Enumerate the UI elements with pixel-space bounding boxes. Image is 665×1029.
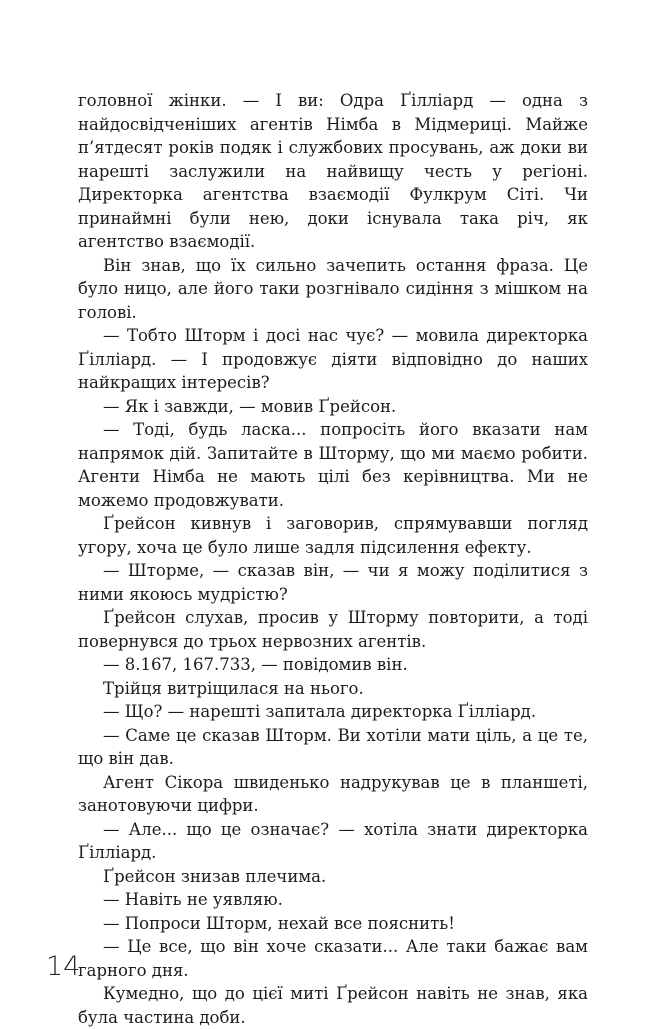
paragraph: — Саме це сказав Шторм. Ви хотіли мати ціль, а це те, що він дав.	[78, 725, 588, 768]
paragraph: Агент Сікора швиденько надрукував це в планшеті, занотовуючи цифри.	[78, 772, 588, 815]
paragraph: — Як і завжди, — мовив Ґрейсон.	[103, 396, 397, 416]
paragraph: головної жінки. — І ви: Одра Ґілліард — одна з найдосвідченіших агентів Німба в Мідмериці. Майже п’ятдесят років подяк і службових просувань, аж доки ви нарешті заслужили на найвищу честь у регіоні. Директорка агентства взаємодії Фулкрум Сіті. Чи принаймні були нею, доки існувала така річ, як агентство взаємодії.	[78, 91, 588, 251]
paragraph: — Шторме, — сказав він, — чи я можу поділитися з ними якоюсь мудрістю?	[78, 561, 588, 604]
paragraph: — 8.167, 167.733, — повідомив він.	[103, 655, 408, 674]
paragraph: Кумедно, що до цієї миті Ґрейсон навіть не знав, яка була частина доби.	[78, 984, 588, 1027]
body-text	[78, 89, 588, 1029]
paragraph: Ґрейсон кивнув і заговорив, спрямувавши погляд угору, хоча це було лише задля підсилення ефекту.	[78, 514, 588, 557]
paragraph: Він знав, що їх сильно зачепить остання фраза. Це було ницо, але його таки розгнівало сидіння з мішком на голові.	[78, 255, 588, 322]
paragraph: — Що? — нарешті запитала директорка Ґілліард.	[103, 702, 537, 721]
paragraph: — Тобто Шторм і досі нас чує? — мовила директорка Ґілліард. — І продовжує діяти відповідно до наших найкращих інтересів?	[78, 326, 588, 392]
paragraph: Трійця витріщилася на нього.	[103, 678, 364, 698]
paragraph: Ґрейсон слухав, просив у Шторму повторити, а тоді повернувся до трьох нервозних агентів.	[78, 608, 588, 651]
paragraph: — Але... що це означає? — хотіла знати директорка Ґілліард.	[78, 819, 588, 862]
paragraph: — Тоді, будь ласка... попросіть його вказати нам напрямок дій. Запитайте в Шторму, що ми маємо робити. Агенти Німба не мають цілі без керівництва. Ми не можемо продовжувати.	[78, 420, 588, 510]
paragraph: — Попроси Шторм, нехай все пояснить!	[103, 913, 455, 933]
page-number: 14	[46, 951, 81, 982]
paragraph: — Це все, що він хоче сказати... Але таки бажає вам гарного дня.	[78, 937, 588, 980]
paragraph: — Навіть не уявляю.	[103, 890, 283, 909]
paragraph: Ґрейсон знизав плечима.	[103, 866, 327, 886]
